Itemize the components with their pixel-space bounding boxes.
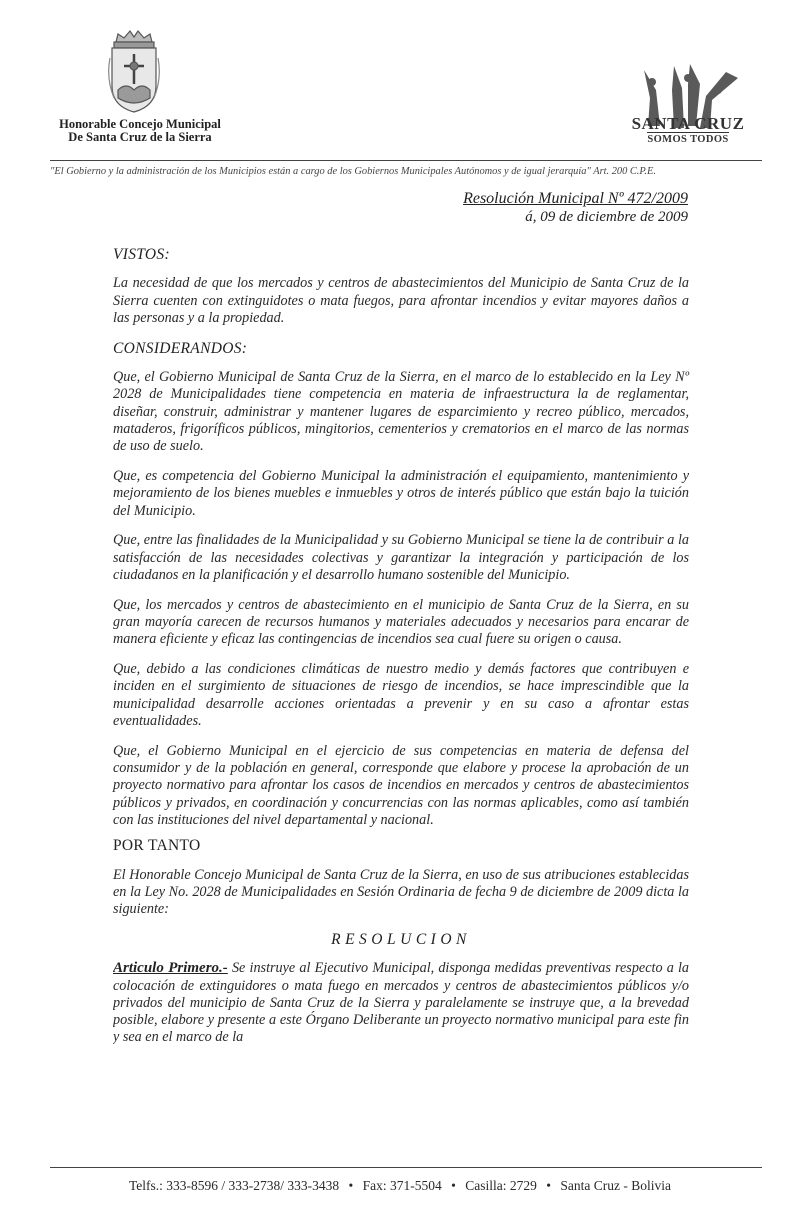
considerando-paragraph: Que, el Gobierno Municipal en el ejercicio de sus competencias en materia de defensa del consumidor y de la población en general, corresponde que elabore y procese la aprobación de un proyecto normativo para afrontar los casos de incendios en mercados y centros de abastecimientos públicos y privados, en coordinación y concurrencias con las normas aplicables, como así también con las instituciones del nivel departamental y nacional. <box>113 742 689 829</box>
org-name <box>40 118 240 144</box>
considerando-paragraph: Que, los mercados y centros de abastecimiento en el municipio de Santa Cruz de la Sierra, en su gran mayoría carecen de recursos humanos y materiales adecuados y necesarios para encarar de manera eficiente y eficaz las contingencias de incendios sea cual fuere su origen o causa. <box>113 596 689 648</box>
footer-casilla: Casilla: 2729 <box>465 1178 537 1193</box>
article-1-paragraph <box>113 960 689 1046</box>
contact-footer <box>0 1178 800 1194</box>
vistos-heading: VISTOS: <box>113 246 170 263</box>
footer-city: Santa Cruz - Bolivia <box>560 1178 671 1193</box>
logo-title: SANTA CRUZ <box>631 114 745 133</box>
considerando-paragraph: Que, entre las finalidades de la Municipalidad y su Gobierno Municipal se tiene la de contribuir a la satisfacción de las necesidades colectivas y garantizar la integración y participación de los ciudadanos en la planificación y el desarrollo humano sostenible del Municipio. <box>113 532 689 583</box>
footer-fax: Fax: 371-5504 <box>362 1178 442 1193</box>
resolution-date: á, 09 de diciembre de 2009 <box>525 209 688 225</box>
por-tanto-paragraph: El Honorable Concejo Municipal de Santa Cruz de la Sierra, en uso de sus atribuciones establecidas en la Ley No. 2028 de Municipalidades en Sesión Ordinaria de fecha 9 de diciembre de 2009 dicta la siguiente: <box>113 866 689 918</box>
considerando-paragraph: Que, es competencia del Gobierno Municipal la administración el equipamiento, mantenimiento y mejoramiento de los bienes muebles e inmuebles y otros de interés público que están bajo la tuición del Municipio. <box>113 467 689 519</box>
document-body <box>113 246 689 1059</box>
footer-separator: • <box>348 1178 354 1193</box>
footer-divider <box>50 1167 762 1168</box>
considerando-paragraph: Que, el Gobierno Municipal de Santa Cruz de la Sierra, en el marco de lo establecido en la Ley Nº 2028 de Municipalidades tiene competencia en materia de infraestructura la de reglamentar, diseñar, construir, administrar y mantener lugares de esparcimiento y recreo público, mercados, mataderos, frigoríficos públicos, mingitorios, cementerios y crematorios en el marco de las normas de uso de suelo. <box>113 368 689 455</box>
logo-slogan-text: SOMOS TODOS <box>647 134 729 145</box>
header-divider <box>50 160 762 161</box>
footer-separator: • <box>546 1178 551 1193</box>
por-tanto-heading: POR TANTO <box>113 837 201 855</box>
considerandos-heading: CONSIDERANDOS: <box>113 339 248 357</box>
org-name-line1: Honorable Concejo Municipal <box>59 117 221 131</box>
footer-separator: • <box>451 1178 456 1193</box>
article-1-text: Se instruye al Ejecutivo Municipal, disponga medidas preventivas respecto a la colocación de extinguidores o mata fuego en mercados y centros de abastecimientos públicos y/o privados del municipio de Santa Cruz de la Sierra y paralelamente se instruye que, a la brevedad posible, elabore y presente a este Órgano Deliberante un proyecto normativo municipal para este fin y sea en el marco de la <box>113 960 689 1046</box>
org-name-line2: De Santa Cruz de la Sierra <box>68 130 212 144</box>
vistos-paragraph: La necesidad de que los mercados y centros de abastecimientos del Municipio de Santa Cruz de la Sierra cuenten con extinguidotes o mata fuegos, para afrontar incendios y evitar mayores daños a las personas y a la propiedad. <box>113 275 689 326</box>
constitution-quote: "El Gobierno y la administración de los Municipios están a cargo de los Gobiernos Municipales Autónomos y de igual jerarquía" Art. 200 C.P.E. <box>50 166 656 177</box>
resolucion-heading: RESOLUCION <box>331 931 471 948</box>
coat-of-arms-icon <box>104 28 164 116</box>
logo-slogan <box>628 134 748 145</box>
considerando-paragraph: Que, debido a las condiciones climáticas de nuestro medio y demás factores que contribuyen e inciden en el surgimiento de situaciones de riesgo de incendios, se hace imprescindible que la municipalidad desarrolle acciones orientadas a prevenir y en su caso a afrontar estas eventualidades. <box>113 661 689 730</box>
footer-phones: Telfs.: 333-8596 / 333-2738/ 333-3438 <box>129 1178 340 1193</box>
resolution-number: Resolución Municipal Nº 472/2009 <box>463 190 688 207</box>
article-1-title: Articulo Primero.- <box>113 960 228 977</box>
